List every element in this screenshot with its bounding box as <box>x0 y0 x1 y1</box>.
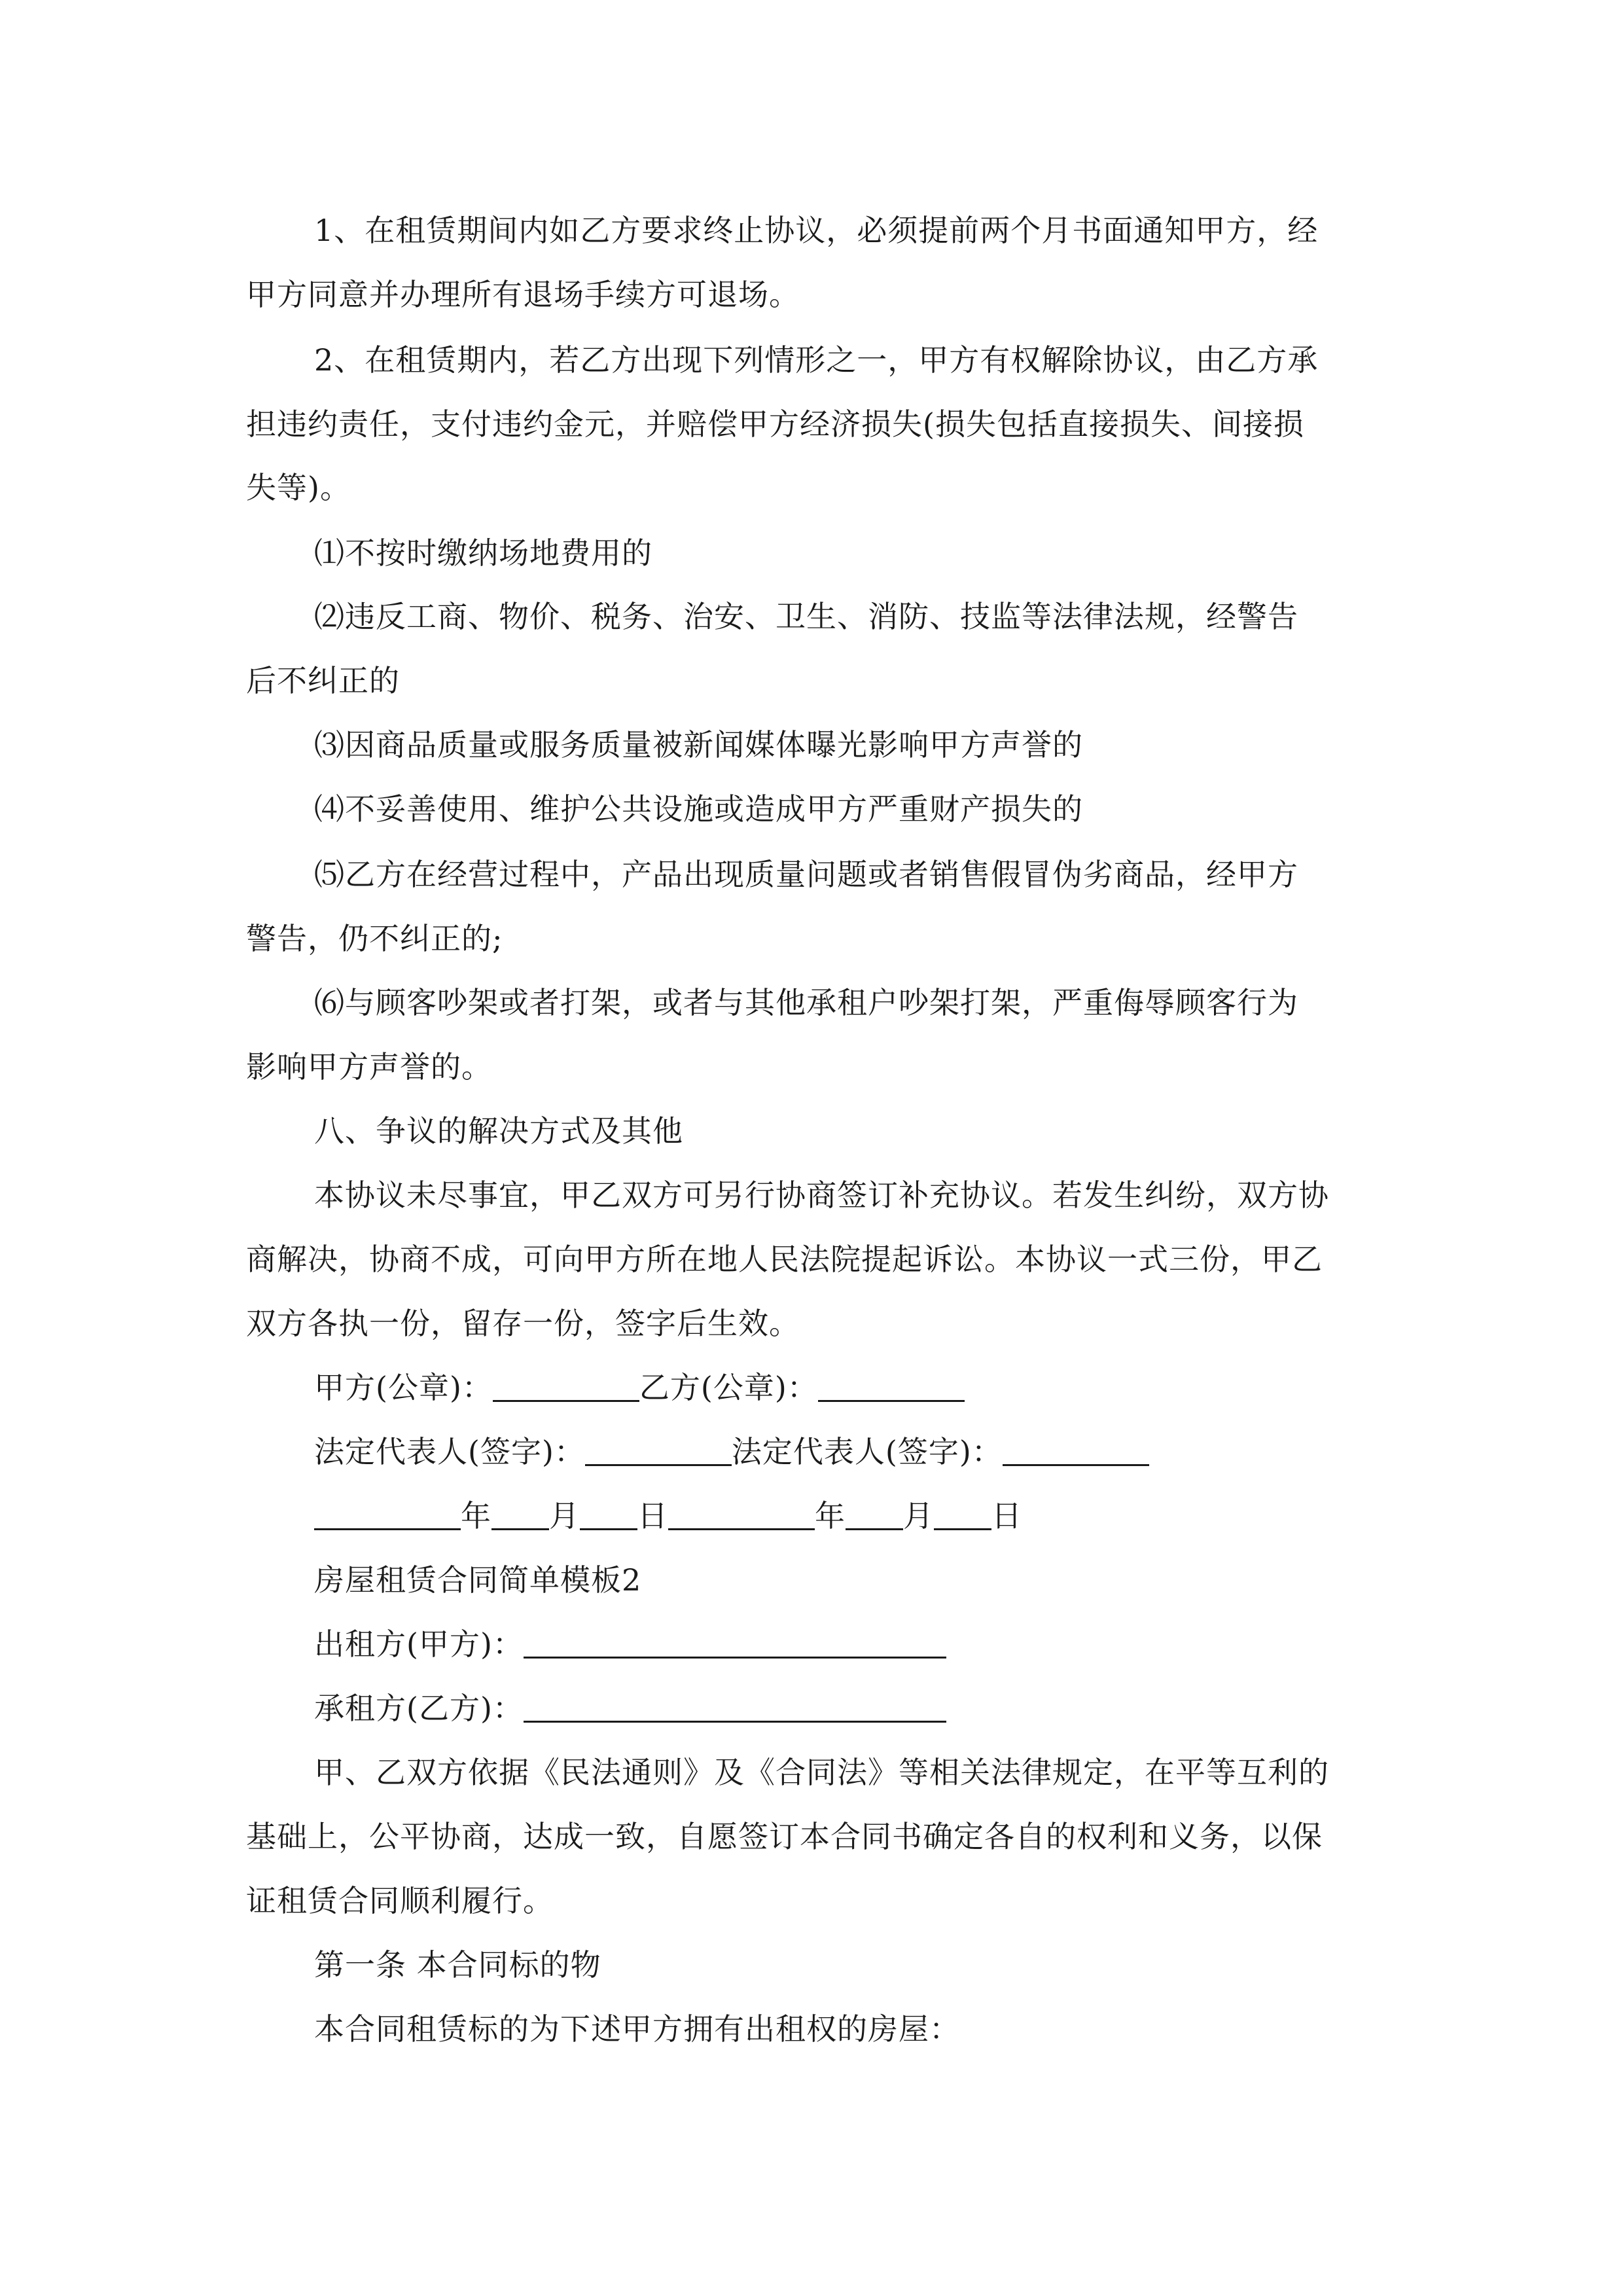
text-line: 担违约责任，支付违约金元，并赔偿甲方经济损失(损失包括直接损失、间接损 <box>246 406 1304 442</box>
text-line: 本协议未尽事宜，甲乙双方可另行协商签订补充协议。若发生纠纷，双方协 <box>314 1177 1329 1213</box>
section-heading: 八、争议的解决方式及其他 <box>314 1113 683 1149</box>
year-b-blank[interactable] <box>668 1498 815 1530</box>
list-item: ⑶因商品质量或服务质量被新闻媒体曝光影响甲方声誉的 <box>314 727 1083 762</box>
text-line: 2、在租赁期内，若乙方出现下列情形之一，甲方有权解除协议，由乙方承 <box>314 342 1319 378</box>
year-label: 年 <box>815 1498 846 1534</box>
date-row <box>314 1496 1385 1535</box>
text-line: 本合同租赁标的为下述甲方拥有出租权的房屋： <box>314 2011 960 2047</box>
text-line: 影响甲方声誉的。 <box>246 1049 492 1085</box>
representative-row <box>314 1432 1385 1471</box>
text-line: 甲方同意并办理所有退场手续方可退场。 <box>246 277 800 312</box>
month-label: 月 <box>549 1498 580 1534</box>
rep-a-label: 法定代表人(签字)： <box>314 1434 585 1469</box>
lessor-label: 出租方(甲方)： <box>314 1626 524 1662</box>
text-line: 商解决，协商不成，可向甲方所在地人民法院提起诉讼。本协议一式三份，甲乙 <box>246 1242 1323 1277</box>
day-b-blank[interactable] <box>934 1498 991 1530</box>
rep-b-blank[interactable] <box>1003 1434 1149 1466</box>
text-line: 1、在租赁期间内如乙方要求终止协议，必须提前两个月书面通知甲方，经 <box>314 213 1319 248</box>
lessee-row <box>314 1689 1385 1728</box>
year-a-blank[interactable] <box>314 1498 461 1530</box>
rep-b-label: 法定代表人(签字)： <box>731 1434 1003 1469</box>
year-label: 年 <box>461 1498 491 1534</box>
lessor-row <box>314 1624 1385 1664</box>
list-item: ⑴不按时缴纳场地费用的 <box>314 535 652 571</box>
list-item: ⑸乙方在经营过程中，产品出现质量问题或者销售假冒伪劣商品，经甲方 <box>314 857 1298 892</box>
lessee-blank[interactable] <box>524 1691 946 1723</box>
seal-row <box>314 1368 1385 1407</box>
text-line: 证租赁合同顺利履行。 <box>246 1883 554 1918</box>
text-line: 失等)。 <box>246 470 351 505</box>
day-label: 日 <box>991 1498 1022 1534</box>
day-label: 日 <box>637 1498 668 1534</box>
text-line: 警告，仍不纠正的; <box>246 921 503 956</box>
list-item: ⑹与顾客吵架或者打架，或者与其他承租户吵架打架，严重侮辱顾客行为 <box>314 985 1298 1020</box>
text-line: 后不纠正的 <box>246 663 400 698</box>
party-a-seal-label: 甲方(公章)： <box>314 1370 493 1405</box>
text-line: 基础上，公平协商，达成一致，自愿签订本合同书确定各自的权利和义务，以保 <box>246 1819 1323 1854</box>
party-b-seal-blank[interactable] <box>818 1370 965 1402</box>
list-item: ⑷不妥善使用、维护公共设施或造成甲方严重财产损失的 <box>314 791 1083 827</box>
month-label: 月 <box>903 1498 934 1534</box>
day-a-blank[interactable] <box>580 1498 637 1530</box>
text-line: 甲、乙双方依据《民法通则》及《合同法》等相关法律规定，在平等互利的 <box>314 1755 1329 1790</box>
lessee-label: 承租方(乙方)： <box>314 1691 524 1726</box>
text-line: 双方各执一份，留存一份，签字后生效。 <box>246 1306 800 1341</box>
article-heading: 第一条 本合同标的物 <box>314 1947 601 1982</box>
party-b-seal-label: 乙方(公章)： <box>639 1370 818 1405</box>
month-b-blank[interactable] <box>846 1498 903 1530</box>
party-a-seal-blank[interactable] <box>493 1370 639 1402</box>
list-item: ⑵违反工商、物价、税务、治安、卫生、消防、技监等法律法规，经警告 <box>314 599 1298 634</box>
template-title: 房屋租赁合同简单模板2 <box>314 1562 642 1598</box>
lessor-blank[interactable] <box>524 1626 946 1659</box>
rep-a-blank[interactable] <box>585 1434 732 1466</box>
month-a-blank[interactable] <box>491 1498 549 1530</box>
